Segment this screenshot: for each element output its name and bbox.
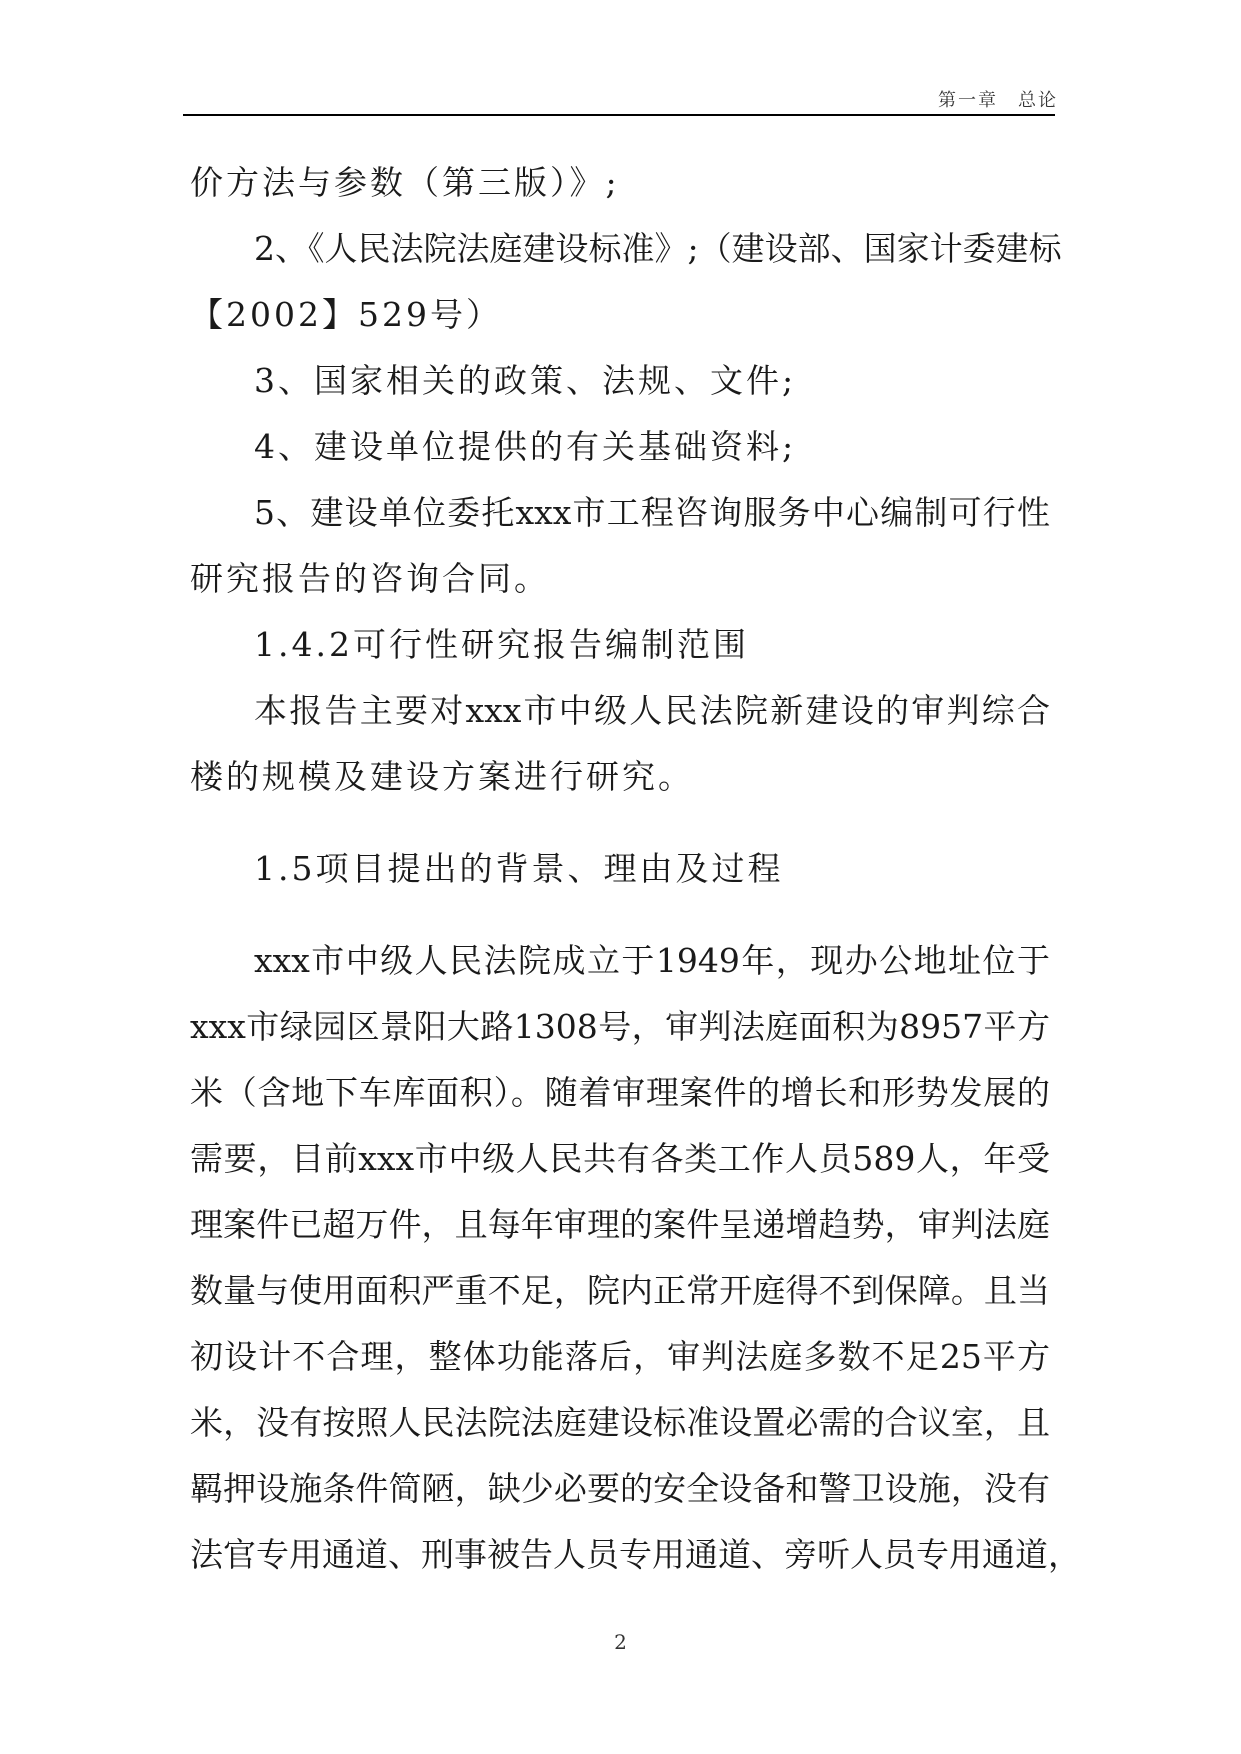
text-line: 【2002】529号）: [190, 295, 502, 334]
text-line: 理案件已超万件，且每年审理的案件呈递增趋势，审判法庭: [190, 1205, 1050, 1244]
text-line: xxx市绿园区景阳大路1308号，审判法庭面积为8957平方: [190, 1007, 1050, 1046]
text-line: xxx市中级人民法院成立于1949年，现办公地址位于: [254, 941, 1050, 980]
paragraph-gap: [190, 810, 1050, 836]
text-line: 本报告主要对xxx市中级人民法院新建设的审判综合: [254, 691, 1050, 730]
text-line: 5、建设单位委托xxx市工程咨询服务中心编制可行性: [254, 493, 1050, 532]
header-rule: [183, 114, 1055, 116]
text-line: 羁押设施条件简陋，缺少必要的安全设备和警卫设施，没有: [190, 1469, 1050, 1508]
text-line: 法官专用通道、刑事被告人员专用通道、旁听人员专用通道，: [190, 1535, 1081, 1574]
text-line: 3、国家相关的政策、法规、文件;: [254, 361, 797, 400]
text-line: 初设计不合理，整体功能落后，审判法庭多数不足25平方: [190, 1337, 1050, 1376]
text-line: 研究报告的咨询合同。: [190, 559, 550, 598]
text-line: 楼的规模及建设方案进行研究。: [190, 757, 694, 796]
section-heading: 1.4.2可行性研究报告编制范围: [254, 625, 749, 664]
page-number: 2: [614, 1630, 627, 1654]
text-line: 2、《人民法院法庭建设标准》;（建设部、国家计委建标: [254, 229, 1062, 268]
text-line: 需要，目前xxx市中级人民共有各类工作人员589人，年受: [190, 1139, 1050, 1178]
text-line: 米（含地下车库面积）。随着审理案件的增长和形势发展的: [190, 1073, 1050, 1112]
text-line: 数量与使用面积严重不足，院内正常开庭得不到保障。且当: [190, 1271, 1050, 1310]
section-heading: 1.5项目提出的背景、理由及过程: [254, 849, 784, 888]
text-line: 4、建设单位提供的有关基础资料;: [254, 427, 797, 466]
running-header: 第一章 总论: [938, 90, 1058, 111]
page-body: [190, 150, 1081, 1588]
text-line: 价方法与参数（第三版）》;: [190, 163, 620, 202]
paragraph-gap: [190, 902, 1050, 928]
text-line: 米，没有按照人民法院法庭建设标准设置必需的合议室，且: [190, 1403, 1050, 1442]
